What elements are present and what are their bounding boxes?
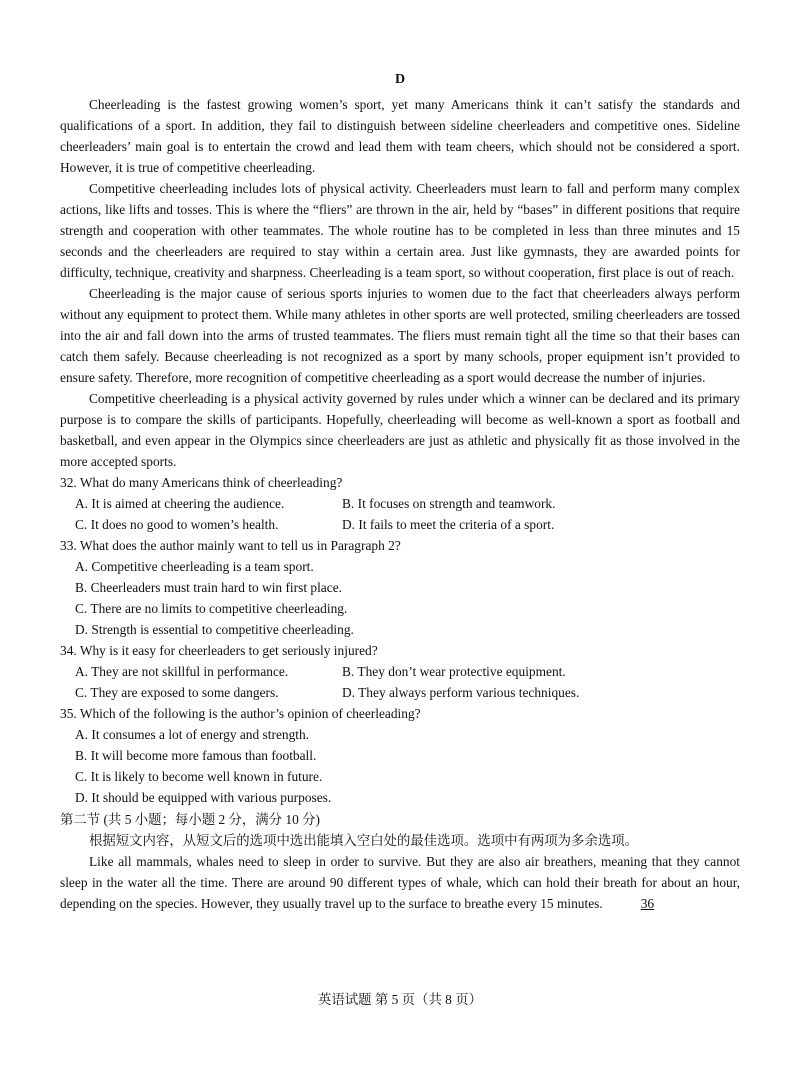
option-d[interactable]: D. It fails to meet the criteria of a sport.	[342, 517, 555, 532]
option-a[interactable]: A. It is aimed at cheering the audience.	[75, 496, 285, 511]
question-34	[60, 640, 740, 703]
page-footer: 英语试题 第 5 页（共 8 页）	[317, 992, 483, 1007]
option-row	[60, 514, 740, 535]
question-stem: 32. What do many Americans think of cheerleading?	[60, 475, 343, 490]
section-letter: D	[394, 72, 406, 87]
option-b[interactable]: B. It will become more famous than football.	[75, 748, 317, 763]
section-2-text: Like all mammals, whales need to sleep in order to survive. But they are also air breathers, meaning that they cannot sleep in the water all the time. There are around 90 different types of whale, which can hold their breath for about an hour, depending on the species. However, they usually travel up to the surface to breathe every 15 minutes.	[60, 854, 740, 911]
answer-blank-36[interactable]: 36	[640, 896, 655, 911]
option-row	[60, 682, 740, 703]
option-a[interactable]: A. They are not skillful in performance.	[75, 664, 289, 679]
exam-page	[60, 70, 740, 914]
section-2-paragraph	[60, 851, 740, 914]
passage-paragraph-4: Competitive cheerleading is a physical activity governed by rules under which a winner can be declared and its primary purpose is to compare the skills of participants. Hopefully, cheerleading will become as well-known a sport as football and basketball, and even appear in the Olympics since cheerleaders are just as athletic and physically fit as those involved in the more accepted sports.	[60, 391, 740, 469]
option-b[interactable]: B. Cheerleaders must train hard to win first place.	[75, 580, 342, 595]
option-c[interactable]: C. It is likely to become well known in future.	[75, 769, 323, 784]
option-row	[60, 661, 740, 682]
question-32	[60, 472, 740, 535]
option-b[interactable]: B. It focuses on strength and teamwork.	[342, 496, 556, 511]
question-stem: 33. What does the author mainly want to tell us in Paragraph 2?	[60, 538, 401, 553]
passage-paragraph-1: Cheerleading is the fastest growing women’s sport, yet many Americans think it can’t satisfy the standards and qualifications of a sport. In addition, they fail to distinguish between sideline cheerleaders and competitive ones. Sideline cheerleaders’ main goal is to entertain the crowd and lead them with team cheers, which should not be considered a sport. However, it is true of competitive cheerleading.	[60, 97, 740, 175]
option-d[interactable]: D. Strength is essential to competitive cheerleading.	[75, 622, 354, 637]
option-b[interactable]: B. They don’t wear protective equipment.	[342, 664, 566, 679]
passage-paragraph-3: Cheerleading is the major cause of serious sports injuries to women due to the fact that cheerleaders always perform without any equipment to protect them. While many athletes in other sports are well protected, smiling cheerleaders are tossed into the air and fall down into the arms of trusted teammates. The fliers must remain tight all the time so that their bases can catch them safely. Because cheerleading is not recognized as a sport by many schools, proper equipment isn’t provided to ensure safety. Therefore, more recognition of competitive cheerleading as a sport would decrease the number of injuries.	[60, 286, 740, 385]
question-stem: 35. Which of the following is the author’s opinion of cheerleading?	[60, 706, 421, 721]
option-a[interactable]: A. It consumes a lot of energy and strength.	[75, 727, 310, 742]
question-stem: 34. Why is it easy for cheerleaders to get seriously injured?	[60, 643, 378, 658]
option-c[interactable]: C. It does no good to women’s health.	[75, 517, 279, 532]
passage-paragraph-2: Competitive cheerleading includes lots of physical activity. Cheerleaders must learn to fall and perform many complex actions, like lifts and tosses. This is where the “fliers” are thrown in the air, held by “bases” in different positions that require strength and cooperation with other teammates. The whole routine has to be completed in less than three minutes and 15 seconds and the cheerleaders are required to stay within a certain area. Just like gymnasts, they are awarded points for difficulty, technique, creativity and sharpness. Cheerleading is a team sport, so without cooperation, first place is out of reach.	[60, 181, 740, 280]
option-c[interactable]: C. There are no limits to competitive cheerleading.	[75, 601, 348, 616]
option-d[interactable]: D. They always perform various techniques.	[342, 685, 580, 700]
question-33	[60, 535, 740, 640]
section-2-heading: 第二节 (共 5 小题；每小题 2 分，满分 10 分)	[60, 812, 320, 827]
option-c[interactable]: C. They are exposed to some dangers.	[75, 685, 279, 700]
question-35	[60, 703, 740, 808]
section-2-instruction: 根据短文内容，从短文后的选项中选出能填入空白处的最佳选项。选项中有两项为多余选项。	[89, 833, 639, 848]
option-a[interactable]: A. Competitive cheerleading is a team sport.	[75, 559, 314, 574]
option-d[interactable]: D. It should be equipped with various purposes.	[75, 790, 332, 805]
reading-passage	[60, 94, 740, 472]
option-row	[60, 493, 740, 514]
